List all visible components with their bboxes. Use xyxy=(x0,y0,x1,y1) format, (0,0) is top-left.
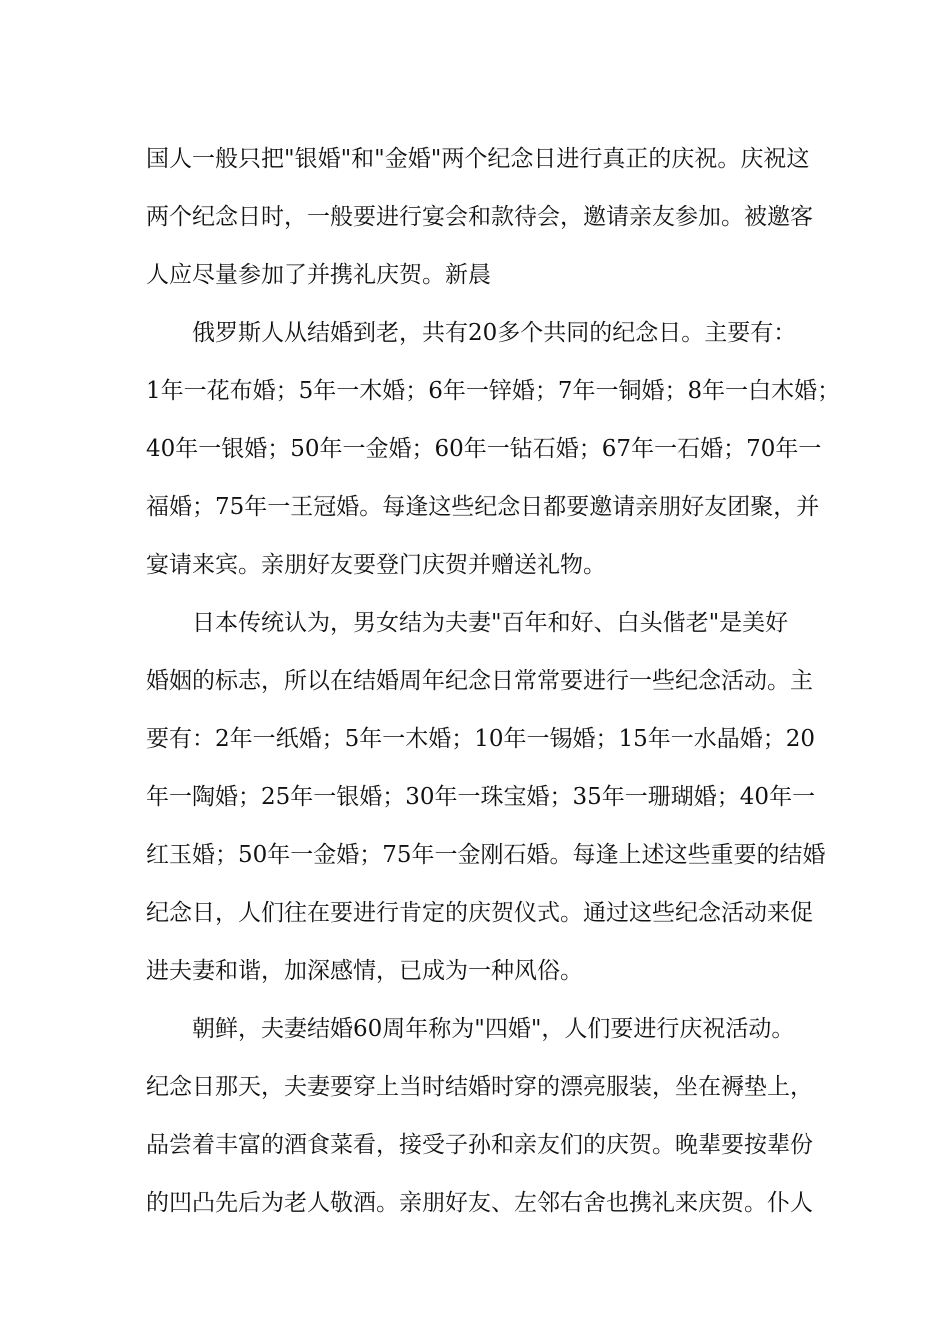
text-line: 人应尽量参加了并携礼庆贺。新晨 xyxy=(146,262,491,288)
text-line: 婚姻的标志，所以在结婚周年纪念日常常要进行一些纪念活动。主 xyxy=(146,668,813,694)
text-line: 品尝着丰富的酒食菜看，接受子孙和亲友们的庆贺。晚辈要按辈份 xyxy=(146,1132,813,1158)
text-line: 宴请来宾。亲朋好友要登门庆贺并赠送礼物。 xyxy=(146,552,606,578)
paragraph-2 xyxy=(146,304,841,594)
text-line: 40年一银婚；50年一金婚；60年一钻石婚；67年一石婚；70年一 xyxy=(146,436,822,462)
paragraph-4 xyxy=(146,1000,826,1232)
text-line: 福婚；75年一王冠婚。每逢这些纪念日都要邀请亲朋好友团聚，并 xyxy=(146,494,820,520)
text-line: 朝鲜，夫妻结婚60周年称为"四婚"，人们要进行庆祝活动。 xyxy=(192,1016,795,1042)
paragraph-3 xyxy=(146,594,826,1000)
text-line: 1年一花布婚；5年一木婚；6年一锌婚；7年一铜婚；8年一白木婚； xyxy=(146,378,841,404)
paragraph-1 xyxy=(146,130,826,304)
text-line: 纪念日，人们往在要进行肯定的庆贺仪式。通过这些纪念活动来促 xyxy=(146,900,813,926)
text-line: 纪念日那天，夫妻要穿上当时结婚时穿的漂亮服装，坐在褥垫上， xyxy=(146,1074,813,1100)
document-body xyxy=(146,130,841,1232)
text-line: 红玉婚；50年一金婚；75年一金刚石婚。每逢上述这些重要的结婚 xyxy=(146,842,826,868)
text-line: 进夫妻和谐，加深感情，已成为一种风俗。 xyxy=(146,958,583,984)
text-line: 国人一般只把"银婚"和"金婚"两个纪念日进行真正的庆祝。庆祝这 xyxy=(146,146,810,172)
text-line: 的凹凸先后为老人敬酒。亲朋好友、左邻右舍也携礼来庆贺。仆人 xyxy=(146,1190,813,1216)
text-line: 俄罗斯人从结婚到老，共有20多个共同的纪念日。主要有： xyxy=(192,320,797,346)
text-line: 年一陶婚；25年一银婚；30年一珠宝婚；35年一珊瑚婚；40年一 xyxy=(146,784,816,810)
text-line: 两个纪念日时，一般要进行宴会和款待会，邀请亲友参加。被邀客 xyxy=(146,204,813,230)
text-line: 日本传统认为，男女结为夫妻"百年和好、白头偕老"是美好 xyxy=(192,610,789,636)
text-line: 要有：2年一纸婚；5年一木婚；10年一锡婚；15年一水晶婚；20 xyxy=(146,726,816,752)
